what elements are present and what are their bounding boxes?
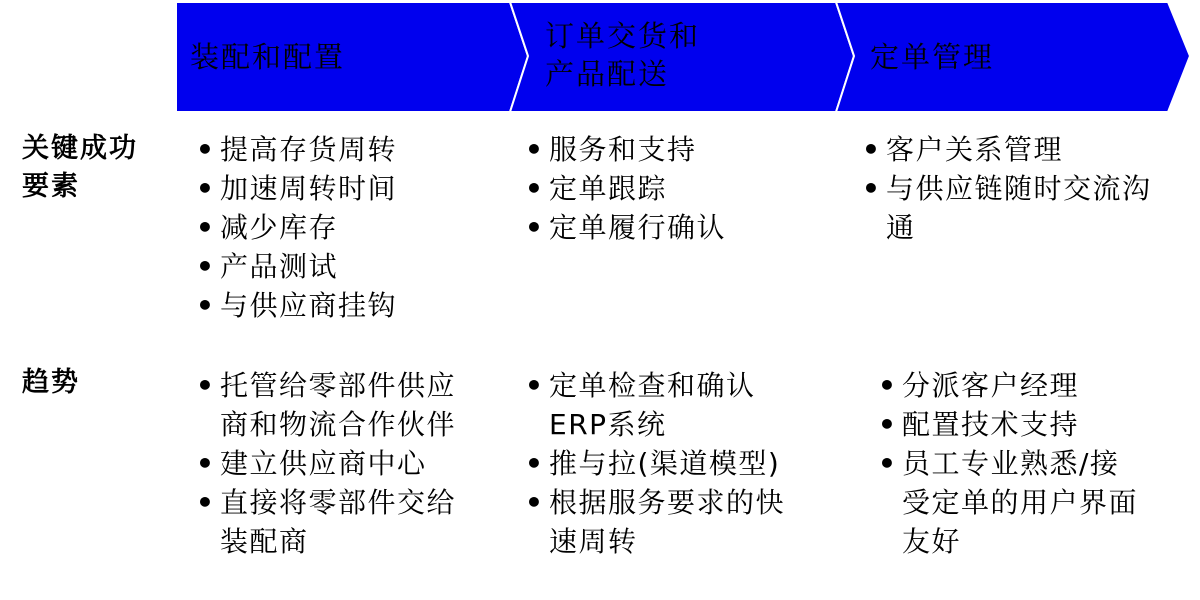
- stage-label-line: 装配和配置: [190, 40, 346, 74]
- list-item: [525, 130, 845, 169]
- list-item-text: 友好: [902, 525, 962, 558]
- list-item-text: 通: [886, 211, 916, 244]
- stage-label-line: 订单交货和: [545, 19, 701, 53]
- list-item: [525, 208, 845, 247]
- list-item-text: • 分派客户经理: [902, 369, 1080, 402]
- list-item-text: 装配商: [220, 525, 309, 558]
- list-item-text: • 建立供应商中心: [220, 447, 427, 480]
- list-item: [196, 169, 516, 208]
- list-item-text: • 与供应链随时交流沟: [886, 172, 1152, 205]
- list-item-text: • 定单检查和确认: [549, 369, 756, 402]
- list-item-text: • 提高存货周转: [220, 133, 398, 166]
- list-item-text: • 与供应商挂钩: [220, 289, 398, 322]
- list-item: [862, 169, 1192, 247]
- list-item: [525, 169, 845, 208]
- list-item-text: • 定单跟踪: [549, 172, 668, 205]
- list-item-text: 速周转: [549, 525, 638, 558]
- list-item: [196, 130, 516, 169]
- list-item: [196, 366, 516, 444]
- list-item: [196, 247, 516, 286]
- list-item: [196, 208, 516, 247]
- list-item-text: • 定单履行确认: [549, 211, 727, 244]
- cell-trends-assembly: [196, 366, 516, 561]
- list-item-text: ERP系统: [549, 408, 667, 441]
- list-item-text: 商和物流合作伙伴: [220, 408, 457, 441]
- list-item-text: • 服务和支持: [549, 133, 697, 166]
- list-item: [878, 366, 1178, 405]
- list-item: [196, 483, 516, 561]
- list-item-text: • 托管给零部件供应: [220, 369, 457, 402]
- stage-label-line: 产品配送: [545, 57, 670, 91]
- stage-label-order-management: [870, 38, 994, 76]
- list-item-text: • 客户关系管理: [886, 133, 1064, 166]
- list-item: [196, 444, 516, 483]
- list-item-text: • 推与拉(渠道模型): [549, 447, 781, 480]
- list-item: [525, 483, 845, 561]
- stage-label-assembly: [190, 38, 345, 76]
- list-item: [878, 444, 1178, 561]
- row-label-key-success-factors: [22, 130, 138, 206]
- cell-ksf-delivery: [525, 130, 845, 247]
- cell-trends-order-management: [878, 366, 1178, 561]
- row-label-line: 要素: [22, 171, 80, 202]
- cell-ksf-assembly: [196, 130, 516, 325]
- list-item: [525, 366, 845, 444]
- cell-ksf-order-management: [862, 130, 1192, 247]
- list-item-text: • 直接将零部件交给: [220, 486, 457, 519]
- list-item-text: • 减少库存: [220, 211, 339, 244]
- list-item: [525, 444, 845, 483]
- list-item-text: • 配置技术支持: [902, 408, 1080, 441]
- cell-trends-delivery: [525, 366, 845, 561]
- row-label-line: 趋势: [22, 367, 80, 398]
- list-item: [878, 405, 1178, 444]
- row-label-line: 关键成功: [22, 133, 138, 164]
- list-item-text: • 产品测试: [220, 250, 339, 283]
- list-item-text: • 员工专业熟悉/接: [902, 447, 1120, 480]
- stage-label-line: 定单管理: [870, 40, 995, 74]
- list-item-text: • 加速周转时间: [220, 172, 398, 205]
- list-item: [862, 130, 1192, 169]
- list-item-text: • 根据服务要求的快: [549, 486, 786, 519]
- stage-label-delivery: [545, 17, 700, 93]
- list-item: [196, 286, 516, 325]
- row-label-trends: [22, 364, 80, 402]
- list-item-text: 受定单的用户界面: [902, 486, 1139, 519]
